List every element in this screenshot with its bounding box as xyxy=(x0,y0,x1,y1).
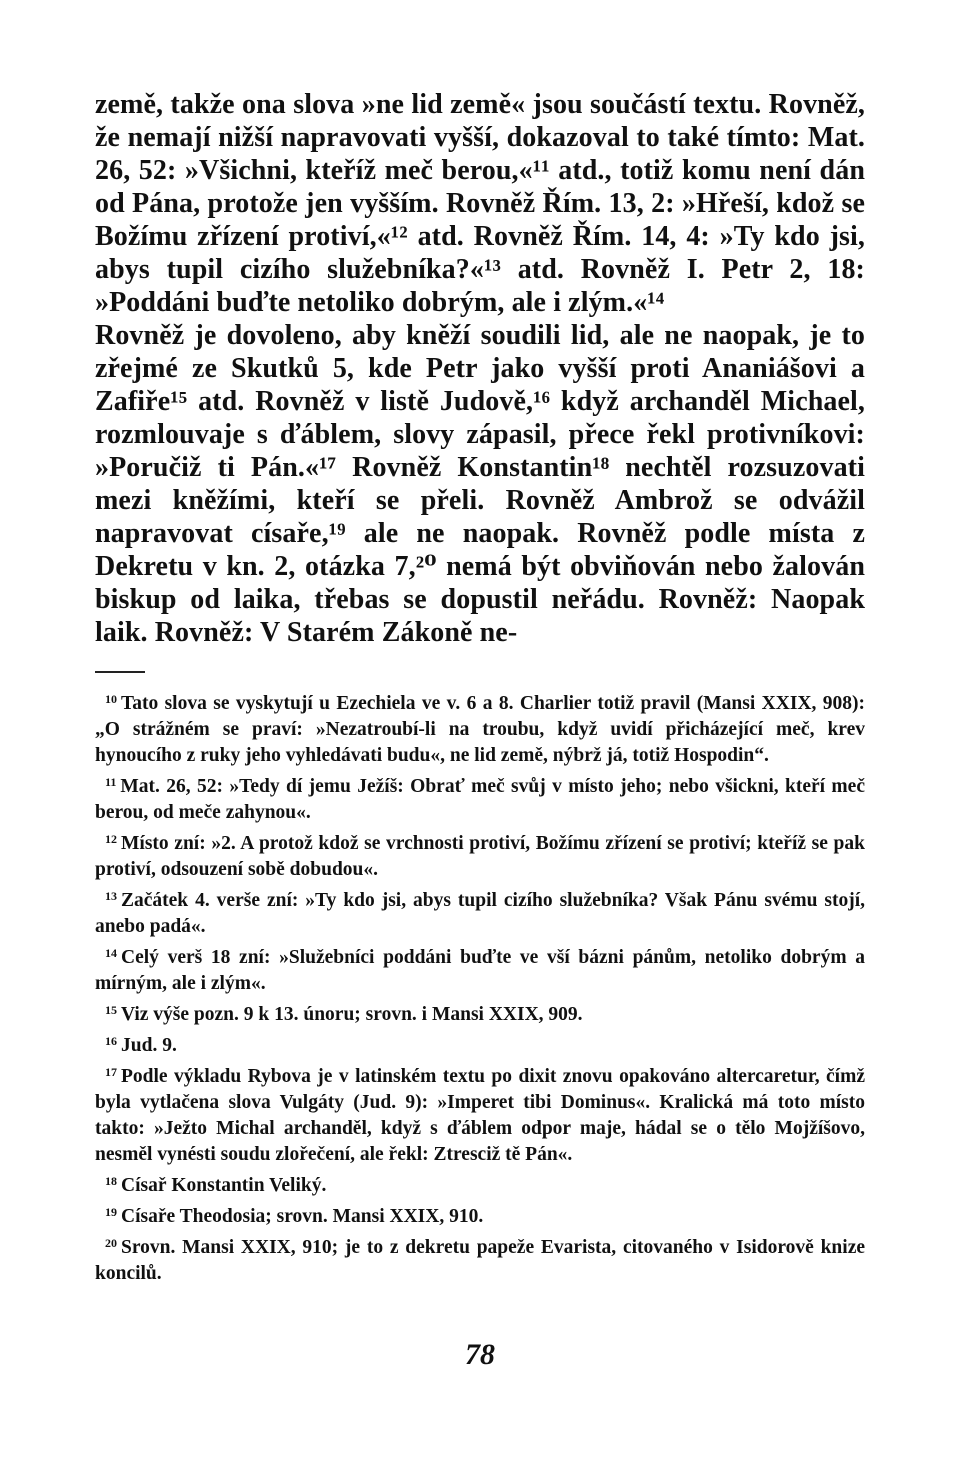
footnote xyxy=(95,940,865,997)
footnote xyxy=(95,883,865,940)
page-body xyxy=(95,88,865,1287)
main-text xyxy=(95,88,865,649)
footnote xyxy=(95,686,865,769)
footnote-text: Císař Konstantin Veliký. xyxy=(121,1175,327,1196)
footnote xyxy=(95,1028,865,1059)
paragraph: Rovněž je dovoleno, aby kněží soudili lid, ale ne naopak, je to zřejmé ze Skutků 5, kde Petr jako vyšší proti Ananiášovi a Zafiře¹⁵ atd. Rovněž v listě Judově,¹⁶ když archanděl Michael, rozmlouvaje s ďáblem, slovy zápasil, přece řekl protivníkovi: »Poručiž ti Pán.«¹⁷ Rovněž Konstantin¹⁸ nechtěl rozsuzovati mezi kněžími, kteří se přeli. Rovněž Ambrož se odvážil napravovat císaře,¹⁹ ale ne naopak. Rovněž podle místa z Dekretu v kn. 2, otázka 7,²⁰ nemá být obviňován nebo žalován biskup od laika, třebas se dopustil neřádu. Rovněž: Naopak laik. Rovněž: V Starém Zákoně ne- xyxy=(95,320,865,648)
footnote-number: 20 xyxy=(105,1236,117,1250)
footnote-text: Místo zní: »2. A protož kdož se vrchnosti protiví, Božímu zřízení se protiví; kteříž se pak protiví, odsouzení sobě dobudou«. xyxy=(95,833,865,880)
footnote xyxy=(95,1059,865,1168)
footnote-text: Srovn. Mansi XXIX, 910; je to z dekretu papeže Evarista, citovaného v Isidorově knize koncilů. xyxy=(95,1237,865,1284)
footnote xyxy=(95,769,865,826)
footnote-text: Celý verš 18 zní: »Služebníci poddáni buďte ve vší bázni pánům, netoliko dobrým a mírným, ale i zlým«. xyxy=(95,947,865,994)
footnote-text: Tato slova se vyskytují u Ezechiela ve v. 6 a 8. Charlier totiž pravil (Mansi XXIX, 908): „O strážném se praví: »Nezatroubí-li na troubu, když uvidí přicházející meč, krev hynoucího z ruky jeho vyhledávati budu«, ne lid země, nýbrž já, totiž Hospodin“. xyxy=(95,693,865,766)
paragraph: země, takže ona slova »ne lid země« jsou součástí textu. Rovněž, že nemají nižší napravovati vyšší, dokazoval to také tímto: Mat. 26, 52: »Všichni, kteříž meč berou,«¹¹ atd., totiž komu není dán od Pána, protože jen vyšším. Rovněž Řím. 13, 2: »Hřeší, kdož se Božímu zřízení protiví,«¹² atd. Rovněž Řím. 14, 4: »Ty kdo jsi, abys tupil cizího služebníka?«¹³ atd. Rovněž I. Petr 2, 18: »Poddáni buďte netoliko dobrým, ale i zlým.«¹⁴ xyxy=(95,89,865,318)
footnote-number: 19 xyxy=(105,1205,117,1219)
footnote xyxy=(95,1230,865,1287)
footnote-number: 13 xyxy=(105,889,117,903)
footnotes xyxy=(95,686,865,1287)
page-number: 78 xyxy=(465,1338,495,1371)
footnote-number: 15 xyxy=(105,1003,117,1017)
footnote-text: Viz výše pozn. 9 k 13. únoru; srovn. i Mansi XXIX, 909. xyxy=(121,1004,583,1025)
footnote-text: Podle výkladu Rybova je v latinském textu po dixit znovu opakováno altercaretur, čímž byla vytlačena slova Vulgáty (Jud. 9): »Imperet tibi Dominus«. Kralická má toto místo takto: »Ježto Michal archanděl, když s ďáblem odpor maje, hádal se o tělo Mojžíšovo, nesměl vynésti soudu zlořečení, ale řekl: Ztresciž tě Pán«. xyxy=(95,1066,865,1165)
footnote xyxy=(95,1168,865,1199)
footnote-number: 11 xyxy=(105,775,117,789)
footnote-text: Jud. 9. xyxy=(121,1035,177,1056)
footnote-number: 18 xyxy=(105,1174,117,1188)
footnote xyxy=(95,826,865,883)
footnote-number: 14 xyxy=(105,946,117,960)
footnote xyxy=(95,997,865,1028)
footnote-number: 16 xyxy=(105,1034,117,1048)
footnote-number: 17 xyxy=(105,1065,117,1079)
footnote-number: 12 xyxy=(105,832,117,846)
footnote-divider xyxy=(95,671,145,673)
footnote-text: Mat. 26, 52: »Tedy dí jemu Ježíš: Obrať meč svůj v místo jeho; nebo všickni, kteří meč berou, od meče zahynou«. xyxy=(95,776,865,823)
footnote-text: Císaře Theodosia; srovn. Mansi XXIX, 910. xyxy=(121,1206,484,1227)
footnote-text: Začátek 4. verše zní: »Ty kdo jsi, abys tupil cizího služebníka? Však Pánu svému stojí, anebo padá«. xyxy=(95,890,865,937)
footnote-number: 10 xyxy=(105,692,117,706)
footnote xyxy=(95,1199,865,1230)
